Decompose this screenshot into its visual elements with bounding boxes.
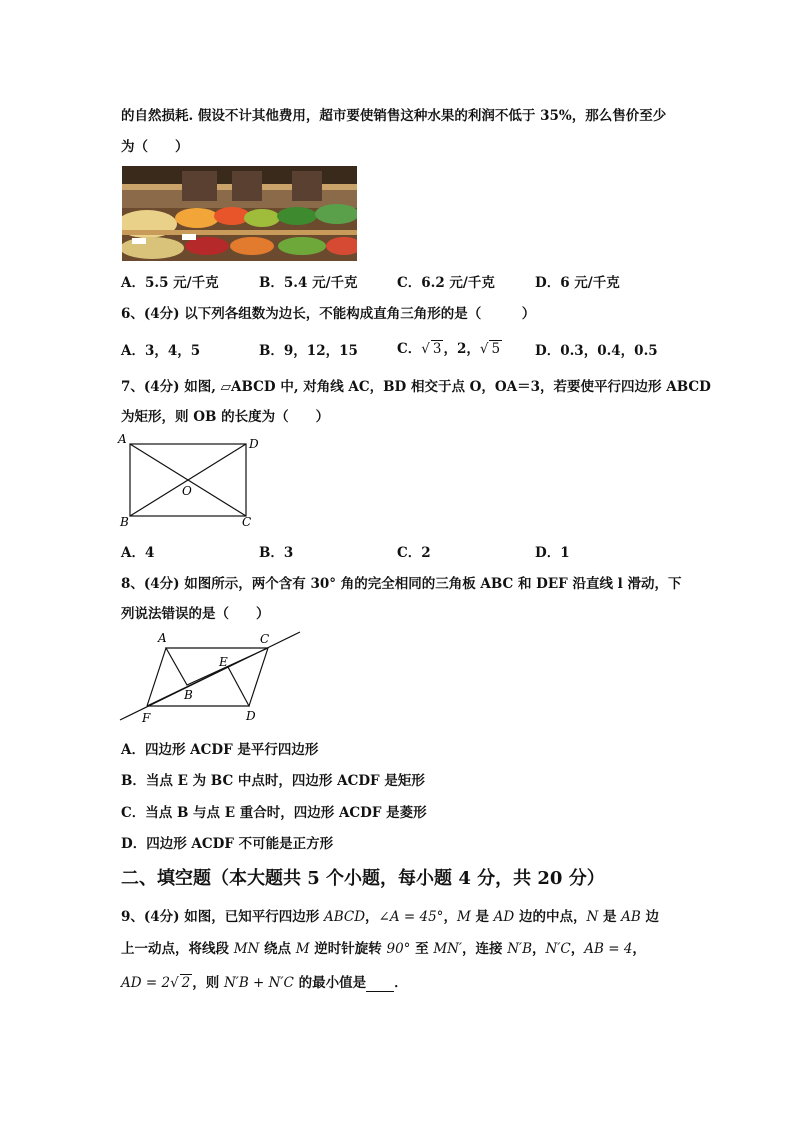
q6-option-c-sep: ，2， [443,341,480,357]
q8-option-d: D．四边形 ACDF 不可能是正方形 [121,836,334,852]
q9-math: ABCD [323,909,366,925]
q9-text: ， [532,941,546,957]
q7-stem-line2: 为矩形，则 OB 的长度为（ ） [121,409,330,425]
q9-math: N′C [545,941,571,957]
q9-math: AB = 4 [584,941,633,957]
q8-label-f: F [142,711,151,725]
q9-math: ∠A = 45° [378,909,444,925]
q9-text: ，连接 [462,941,508,957]
q7-stem-line1: 7、(4分) 如图, ▱ABCD 中, 对角线 AC，BD 相交于点 O，OA＝3，若要使平行四边形 ABCD [121,379,711,395]
q6-option-c-prefix: C． [397,341,422,357]
q5-option-a: A．5.5 元/千克 [121,275,219,291]
q7-option-a: A．4 [121,545,155,561]
q7-label-o: O [182,484,192,498]
sqrt-icon: √ [479,341,489,357]
q9-text: ， [632,941,646,957]
q9-radicand: 2 [181,975,191,991]
q9-text: 逆时针旋转 [309,941,387,957]
q8-label-e: E [219,655,228,669]
q7-option-c: C．2 [397,545,431,561]
sqrt-icon: √ [170,975,179,991]
q9-text: 边的中点， [514,909,587,925]
q9-text: 至 [410,941,434,957]
q9-text: 的最小值是 [293,975,367,991]
q6-option-a: A．3，4，5 [121,343,201,359]
section-title: 二、填空题（本大题共 5 个小题，每小题 4 分，共 20 分） [121,868,605,889]
q7-rectangle-figure [116,432,266,536]
q8-label-b: B [184,688,193,702]
q9-math: MN [233,941,260,957]
q9-math: N′B + N′C [223,975,294,991]
q9-math: AB [621,909,641,925]
q9-math: M [456,909,471,925]
q7-label-c: C [242,515,252,529]
q5-option-b: B．5.4 元/千克 [259,275,358,291]
q6-option-d: D．0.3，0.4，0.5 [535,343,658,359]
q9-text: 是 [470,909,494,925]
answer-blank[interactable] [366,975,394,992]
q7-label-b: B [120,515,129,529]
q9-text: 边 [640,909,660,925]
q6-option-c [397,337,502,357]
q9-math: M [295,941,310,957]
q8-label-d: D [246,709,256,723]
q9-text: ， [443,909,457,925]
q5-option-c: C．6.2 元/千克 [397,275,495,291]
q9-math: AD [493,909,515,925]
q5-stem-line2: 为（ ） [121,139,189,155]
q6-option-c-radicand1: 3 [432,341,442,357]
q9-math: MN′ [433,941,463,957]
q7-label-d: D [249,437,259,451]
q9-text: ，则 [192,975,224,991]
q7-option-b: B．3 [259,545,294,561]
q9-text: 9、(4分) 如图，已知平行四边形 [121,909,324,925]
q9-math: N′B [507,941,533,957]
fruit-shelf-photo [122,166,357,261]
q8-option-b: B．当点 E 为 BC 中点时，四边形 ACDF 是矩形 [121,773,425,789]
q5-stem-line1: 的自然损耗. 假设不计其他费用，超市要使销售这种水果的利润不低于 35%，那么售价至少 [121,108,667,124]
q9-line2 [121,937,646,957]
q6-option-c-radicand2: 5 [491,341,501,357]
q7-option-d: D．1 [535,545,570,561]
q8-stem-line1: 8、(4分) 如图所示，两个含有 30° 角的完全相同的三角板 ABC 和 DEF 沿直线 l 滑动，下 [121,576,682,592]
q6-option-b: B．9，12，15 [259,343,358,359]
q9-text: ， [570,941,585,957]
q9-text: 是 [598,909,622,925]
q9-line3 [121,971,408,992]
q9-text: 绕点 [259,941,296,957]
q8-triangles-figure [116,628,306,732]
q9-text: ． [394,975,408,991]
q9-text: 上一动点，将线段 [121,941,234,957]
q8-label-a: A [158,631,167,645]
q8-stem-line2: 列说法错误的是（ ） [121,606,270,622]
q7-label-a: A [118,432,127,446]
q6-stem: 6、(4分) 以下列各组数为边长，不能构成直角三角形的是（ ） [121,306,536,322]
q9-math: 90° [386,941,411,957]
q9-math: N [586,909,599,925]
q5-option-d: D．6 元/千克 [535,275,620,291]
q8-option-a: A．四边形 ACDF 是平行四边形 [121,742,319,758]
sqrt-icon: √ [421,341,430,357]
q8-option-c: C．当点 B 与点 E 重合时，四边形 ACDF 是菱形 [121,805,427,821]
q9-text: ， [365,909,379,925]
q9-math: AD = 2 [121,975,171,991]
q9-line1 [121,905,659,925]
q8-label-c: C [260,632,270,646]
